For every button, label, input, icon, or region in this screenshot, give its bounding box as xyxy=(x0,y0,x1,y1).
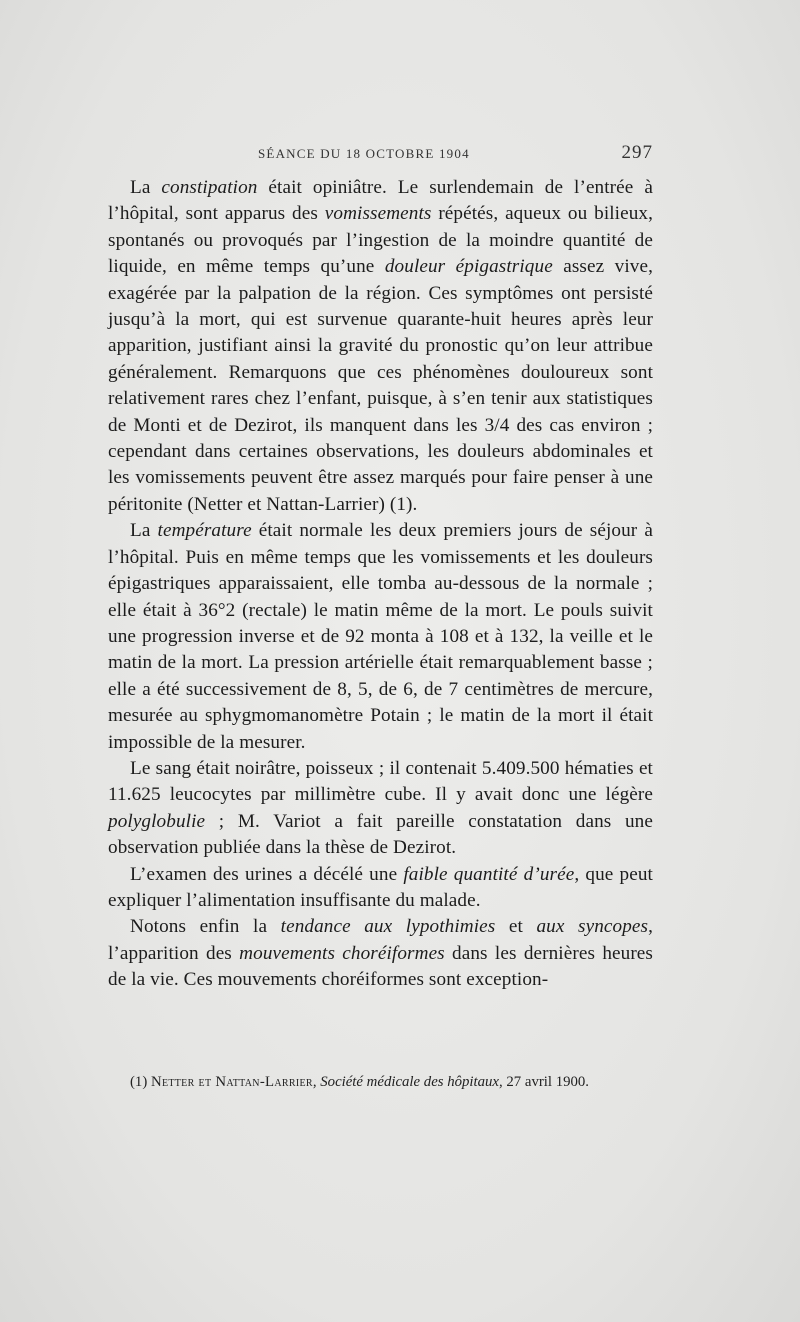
text-run: dans les dernières heures de la vie. Ces mouvements choréiformes sont exception- xyxy=(108,942,653,991)
paragraph xyxy=(108,175,653,518)
text-run: Notons enfin la xyxy=(130,916,281,938)
paragraph xyxy=(108,862,653,915)
paragraph xyxy=(108,756,653,862)
italic-text: mouvements choréiformes xyxy=(239,942,445,964)
text-run: La xyxy=(130,177,162,198)
italic-text: aux syncopes xyxy=(536,916,649,938)
page-number: 297 xyxy=(621,142,653,163)
italic-text: faible quantité d’urée xyxy=(403,863,575,885)
footnote-authors: Netter et Nattan-Larrier xyxy=(150,1074,313,1090)
body-text xyxy=(108,175,653,994)
text-run: était opiniâtre. Le surlendemain de l’entrée à l’hôpital, sont apparus des xyxy=(108,177,653,225)
italic-text: constipation xyxy=(161,177,258,198)
footnote-journal: Société médicale des hôpitaux xyxy=(320,1074,499,1090)
footnote xyxy=(130,1072,660,1092)
text-run: et xyxy=(495,916,537,938)
footnote-date: , 27 avril 1900. xyxy=(499,1074,590,1090)
text-run: assez vive, exagérée par la palpation de la région. Ces symptômes ont persisté jusqu’à la mort, qui est survenue quarante-huit heures après leur apparition, justifiant ainsi la gravité du pronostic qu’on leur attribue généralement. Remarquons que ces phénomènes douloureux sont relativement rares chez l’enfant, puisque, à s’en tenir aux statistiques de Monti et de Dezirot, ils manquent dans les 3/4 des cas environ ; cependant dans certaines observations, les douleurs abdominales et les vomissements peuvent être assez marqués pour faire penser à une péritonite (Netter et Nattan-Larrier) (1). xyxy=(108,256,653,515)
page-header xyxy=(108,144,653,168)
italic-text: polyglobulie xyxy=(108,810,206,832)
text-run: ; M. Variot a fait pareille constatation dans une observation publiée dans la thèse de Dezirot. xyxy=(108,810,653,859)
running-head: SÉANCE DU 18 OCTOBRE 1904 xyxy=(258,146,470,161)
italic-text: vomissements xyxy=(324,203,432,225)
italic-text: température xyxy=(157,520,252,542)
text-run: Le sang était noirâtre, poisseux ; il contenait 5.409.500 hématies et 11.625 leucocytes par millimètre cube. Il y avait donc une légère xyxy=(108,757,653,806)
footnote-marker: (1) xyxy=(130,1074,151,1090)
text-run: était normale les deux premiers jours de séjour à l’hôpital. Puis en même temps que les vomissements et les douleurs épigastriques apparaissaient, elle tomba au-dessous de la normale ; elle était à 36°2 (rectale) le matin même de la mort. Le pouls suivit une progression inverse et de 92 monta à 108 et à 132, la veille et le matin de la mort. La pression artérielle était remarquablement basse ; elle a été successivement de 8, 5, de 6, de 7 centimètres de mercure, mesurée au sphygmomanomètre Potain ; le matin de la mort il était impossible de la mesurer. xyxy=(108,520,653,753)
text-run: , que peut expliquer l’alimentation insuffisante du malade. xyxy=(108,863,653,911)
paragraph xyxy=(108,518,653,756)
text-run: L’examen des urines a décélé une xyxy=(130,863,404,885)
text-run: La xyxy=(130,520,158,542)
footnote-separator: , xyxy=(312,1074,321,1090)
text-run: répétés, aqueux ou bilieux, spontanés ou provoqués par l’ingestion de la moindre quantité de liquide, en même temps qu’une xyxy=(108,203,654,278)
italic-text: tendance aux lypothimies xyxy=(280,916,496,938)
italic-text: douleur épigastrique xyxy=(384,256,553,278)
paragraph xyxy=(108,914,653,993)
text-run: , l’apparition des xyxy=(108,916,653,964)
